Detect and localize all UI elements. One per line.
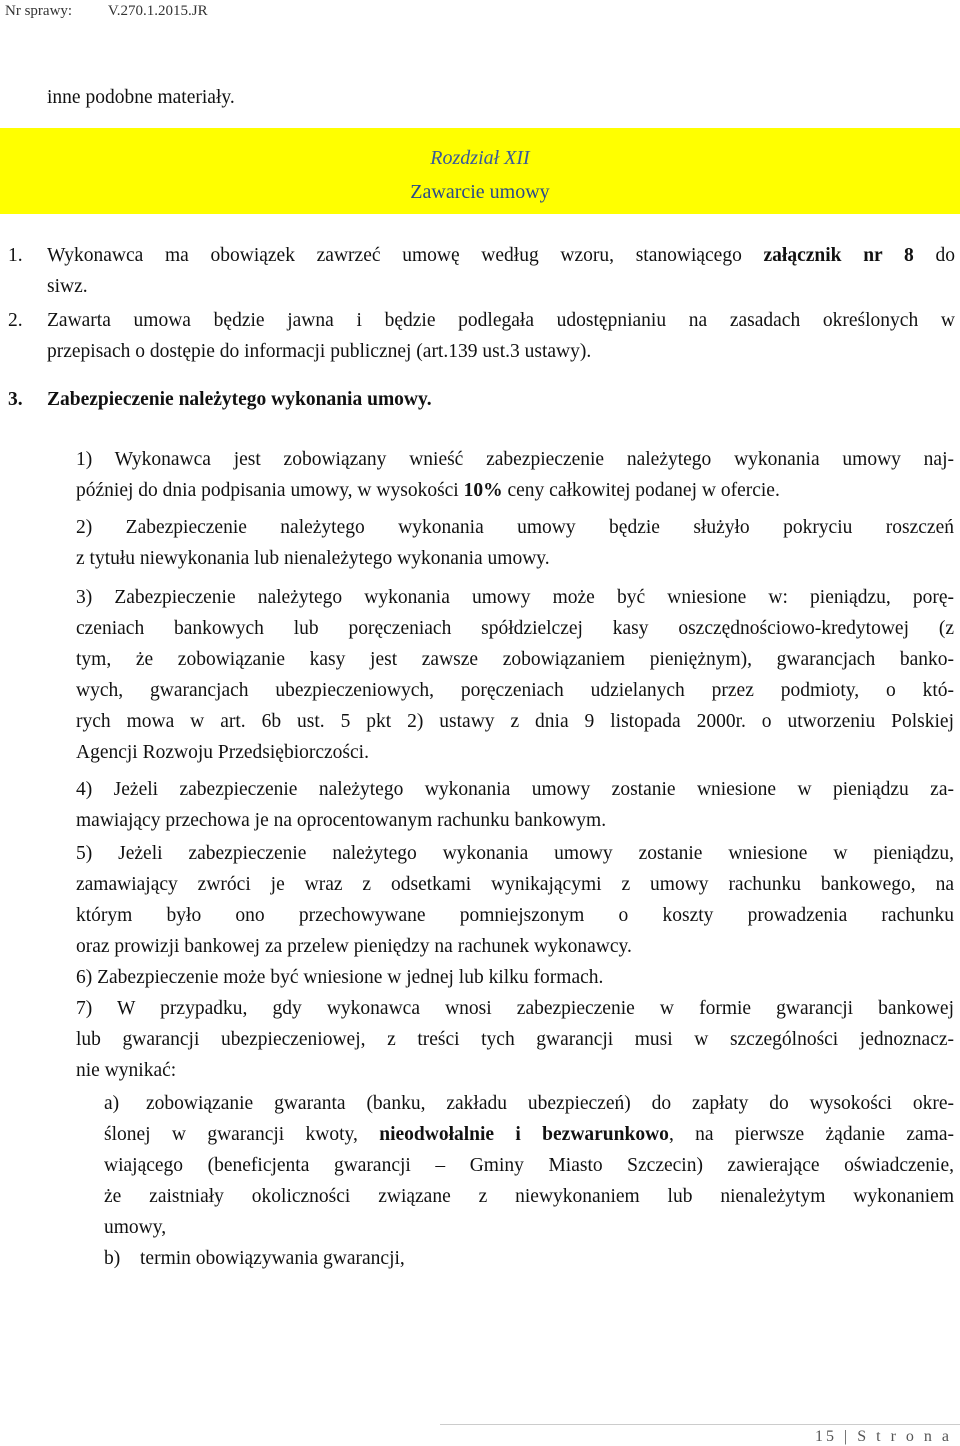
point-1-text-c: ceny całkowitej podanej w ofercie. bbox=[502, 480, 780, 501]
sub-a-line-2 bbox=[104, 1119, 954, 1150]
item-3-title: Zabezpieczenie należytego wykonania umowy. bbox=[47, 389, 432, 410]
point-3-line-4: wych, gwarancjach ubezpieczeniowych, poręczeniach udzielanych przez podmioty, o któ- bbox=[76, 680, 954, 701]
item-2-line-1: Zawarta umowa będzie jawna i będzie podlegała udostępnianiu na zasadach określonych w bbox=[47, 310, 955, 331]
point-5-line-1: 5) Jeżeli zabezpieczenie należytego wykonania umowy zostanie wniesione w pieniądzu, bbox=[76, 843, 954, 864]
case-number-value: V.270.1.2015.JR bbox=[107, 3, 208, 19]
sub-b-line-1: termin obowiązywania gwarancji, bbox=[140, 1248, 405, 1269]
item-1-text-a: Wykonawca ma obowiązek zawrzeć umowę według wzoru, stanowiącego bbox=[47, 245, 764, 266]
page-number: 15 bbox=[815, 1428, 838, 1445]
item-1-line-1 bbox=[47, 240, 955, 271]
footer-separator: | bbox=[844, 1428, 851, 1445]
sub-a-line-3: wiającego (beneficjenta gwarancji – Gminy Miasto Szczecin) zawierające oświadczenie, bbox=[104, 1155, 954, 1176]
percent-value: 10% bbox=[463, 480, 503, 501]
page-header bbox=[5, 0, 955, 22]
item-2-line-2: przepisach o dostępie do informacji publicznej (art.139 ust.3 ustawy). bbox=[47, 341, 592, 362]
point-3-line-5: rych mowa w art. 6b ust. 5 pkt 2) ustawy z dnia 9 listopada 2000r. o utworzeniu Polskiej bbox=[76, 711, 954, 732]
item-1-number: 1. bbox=[8, 245, 23, 266]
point-3-line-6: Agencji Rozwoju Przedsiębiorczości. bbox=[76, 742, 369, 763]
point-7-line-1: 7) W przypadku, gdy wykonawca wnosi zabezpieczenie w formie gwarancji bankowej bbox=[76, 998, 954, 1019]
point-6-line-1: 6) Zabezpieczenie może być wniesione w jednej lub kilku formach. bbox=[76, 967, 604, 988]
item-1-line-2: siwz. bbox=[47, 276, 88, 297]
sub-b-label: b) bbox=[104, 1248, 121, 1269]
irrevocable-phrase: nieodwołalnie i bezwarunkowo bbox=[379, 1124, 669, 1145]
case-number-label: Nr sprawy: bbox=[5, 3, 73, 19]
sub-a-line-5: umowy, bbox=[104, 1217, 167, 1238]
point-3-line-3: tym, że zobowiązanie kasy jest zawsze zobowiązaniem pieniężnym), gwarancjach banko- bbox=[76, 649, 954, 670]
point-1-text-a: później do dnia podpisania umowy, w wysokości bbox=[76, 480, 464, 501]
point-5-line-2: zamawiający zwróci je wraz z odsetkami wynikającymi z umowy rachunku bankowego, na bbox=[76, 874, 954, 895]
page-label: S t r o n a bbox=[857, 1428, 952, 1445]
sub-a-line-4: że zaistniały okoliczności związane z niewykonaniem lub nienależytym wykonaniem bbox=[104, 1186, 954, 1207]
point-1-line-2 bbox=[76, 475, 780, 506]
point-2-line-1: 2) Zabezpieczenie należytego wykonania umowy będzie służyło pokryciu roszczeń bbox=[76, 517, 954, 538]
point-4-line-2: mawiający przechowa je na oprocentowanym rachunku bankowym. bbox=[76, 810, 607, 831]
chapter-subtitle: Zawarcie umowy bbox=[410, 181, 550, 203]
sub-a-line-1: zobowiązanie gwaranta (banku, zakładu ubezpieczeń) do zapłaty do wysokości okre- bbox=[146, 1093, 954, 1114]
point-3-line-1: 3) Zabezpieczenie należytego wykonania umowy może być wniesione w: pieniądzu, porę- bbox=[76, 587, 954, 608]
sub-a-text-c: , na pierwsze żądanie zama- bbox=[668, 1124, 955, 1145]
item-1-text-c: do bbox=[913, 245, 956, 266]
point-7-line-2: lub gwarancji ubezpieczeniowej, z treści tych gwarancji musi w szczególności jednoznacz- bbox=[76, 1029, 954, 1050]
point-5-line-3: którym było ono przechowywane pomniejszonym o koszty prowadzenia rachunku bbox=[76, 905, 954, 926]
chapter-title: Rozdział XII bbox=[430, 147, 530, 169]
intro-text: inne podobne materiały. bbox=[47, 87, 235, 108]
attachment-ref: załącznik nr 8 bbox=[763, 245, 914, 266]
point-2-line-2: z tytułu niewykonania lub nienależytego wykonania umowy. bbox=[76, 548, 550, 569]
footer-divider bbox=[440, 1424, 960, 1425]
point-5-line-4: oraz prowizji bankowej za przelew pieniędzy na rachunek wykonawcy. bbox=[76, 936, 632, 957]
item-2-number: 2. bbox=[8, 310, 23, 331]
item-3-number: 3. bbox=[8, 389, 23, 410]
point-4-line-1: 4) Jeżeli zabezpieczenie należytego wykonania umowy zostanie wniesione w pieniądzu za- bbox=[76, 779, 954, 800]
point-1-line-1: 1) Wykonawca jest zobowiązany wnieść zabezpieczenie należytego wykonania umowy naj- bbox=[76, 449, 954, 470]
page-footer bbox=[815, 1428, 952, 1446]
sub-a-text-a: ślonej w gwarancji kwoty, bbox=[104, 1124, 380, 1145]
sub-a-label: a) bbox=[104, 1093, 120, 1114]
point-7-line-3: nie wynikać: bbox=[76, 1060, 177, 1081]
point-3-line-2: czeniach bankowych lub poręczeniach spółdzielczej kasy oszczędnościowo-kredytowej (z bbox=[76, 618, 954, 639]
